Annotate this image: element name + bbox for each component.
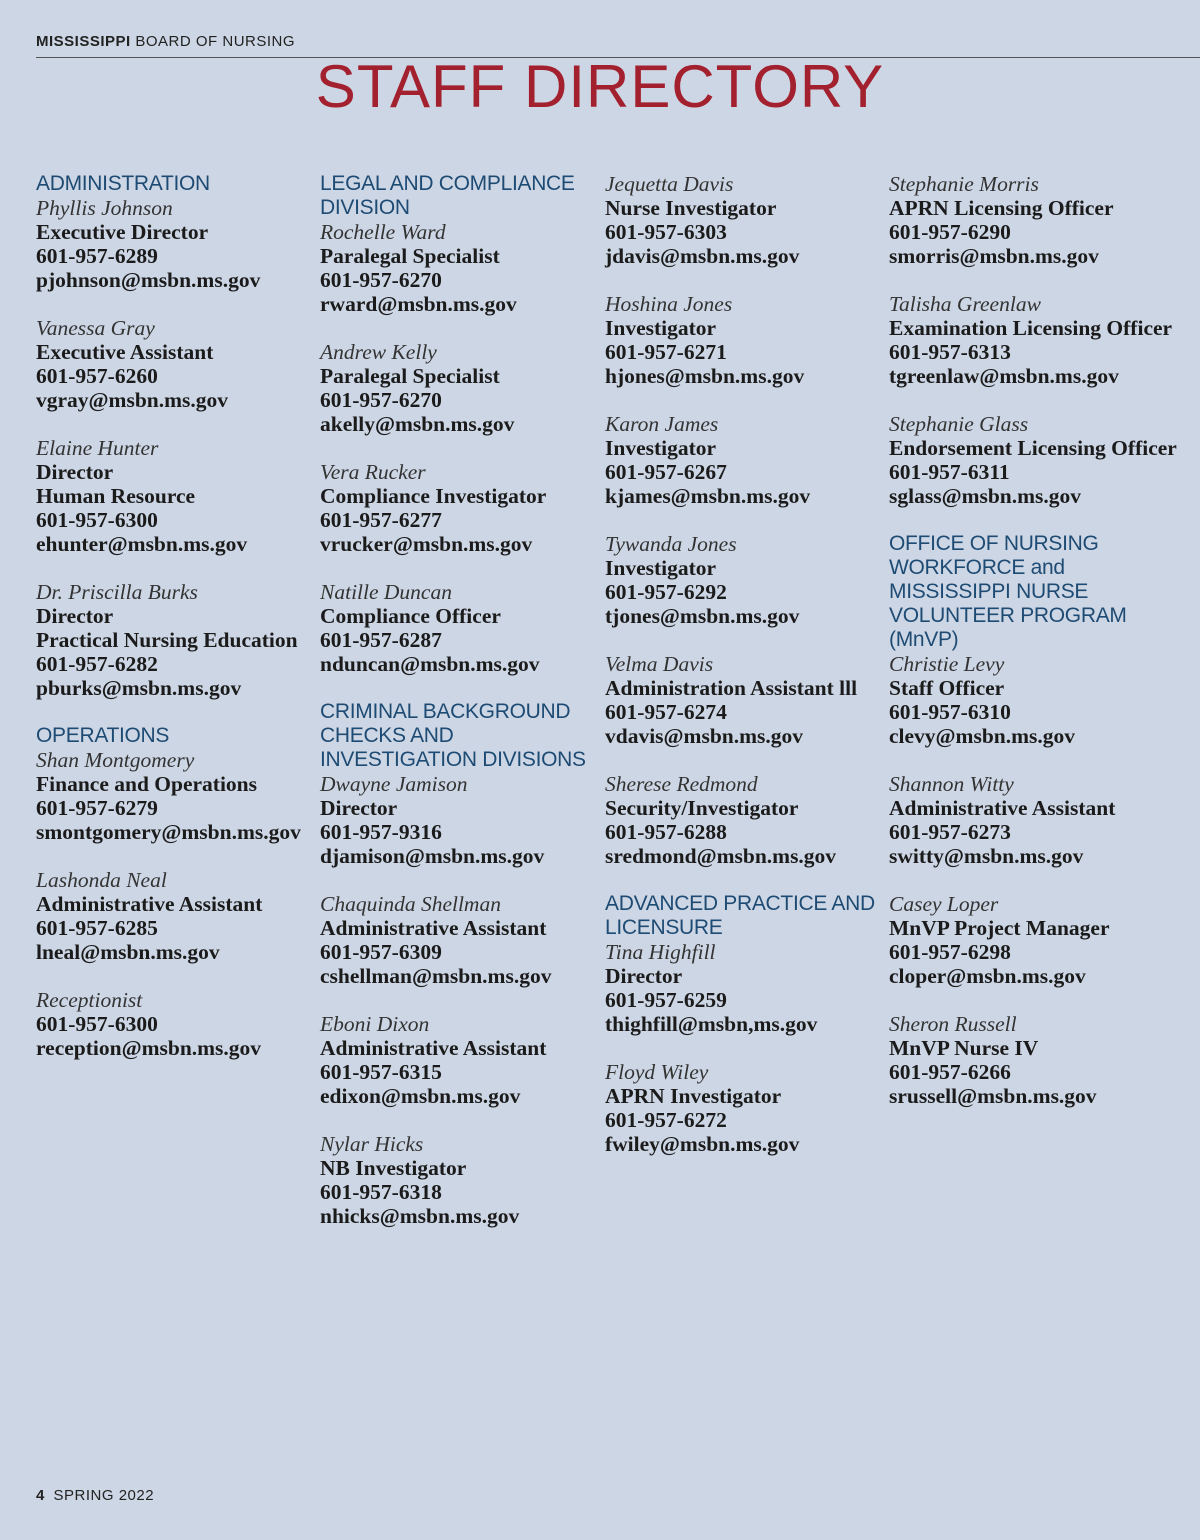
staff-title: Investigator bbox=[605, 436, 717, 460]
staff-entry bbox=[320, 220, 595, 316]
staff-title: Investigator bbox=[605, 556, 717, 580]
staff-entry bbox=[889, 412, 1189, 508]
staff-entry bbox=[605, 652, 880, 748]
staff-name: Talisha Greenlaw bbox=[889, 292, 1041, 316]
staff-email[interactable]: rward@msbn.ms.gov bbox=[320, 292, 517, 316]
staff-email[interactable]: nduncan@msbn.ms.gov bbox=[320, 652, 540, 676]
staff-name: Eboni Dixon bbox=[320, 1012, 430, 1036]
staff-entry bbox=[889, 892, 1189, 988]
staff-phone: 601-957-6300 bbox=[36, 508, 158, 532]
staff-phone: 601-957-6274 bbox=[605, 700, 727, 724]
staff-entry bbox=[320, 1132, 595, 1228]
staff-name: Sheron Russell bbox=[889, 1012, 1017, 1036]
staff-title: Director bbox=[36, 604, 114, 628]
staff-title: MnVP Nurse IV bbox=[889, 1036, 1039, 1060]
staff-title: Administration Assistant lll bbox=[605, 676, 858, 700]
staff-title: Administrative Assistant bbox=[889, 796, 1116, 820]
staff-title: Director bbox=[320, 796, 398, 820]
staff-entry bbox=[36, 988, 306, 1060]
staff-entry bbox=[320, 580, 595, 676]
publication-header bbox=[36, 33, 295, 50]
staff-email[interactable]: thighfill@msbn,ms.gov bbox=[605, 1012, 818, 1036]
staff-email[interactable]: smontgomery@msbn.ms.gov bbox=[36, 820, 301, 844]
staff-title: Executive Assistant bbox=[36, 340, 214, 364]
staff-phone: 601-957-6277 bbox=[320, 508, 442, 532]
staff-entry bbox=[36, 316, 306, 412]
staff-phone: 601-957-6285 bbox=[36, 916, 158, 940]
staff-name: Lashonda Neal bbox=[36, 868, 167, 892]
directory-column-2 bbox=[320, 172, 595, 1252]
staff-title: Nurse Investigator bbox=[605, 196, 777, 220]
staff-email[interactable]: sredmond@msbn.ms.gov bbox=[605, 844, 837, 868]
staff-entry bbox=[320, 460, 595, 556]
staff-entry bbox=[36, 436, 306, 556]
staff-title: Examination Licensing Officer bbox=[889, 316, 1173, 340]
staff-entry bbox=[605, 412, 880, 508]
staff-phone: 601-957-6318 bbox=[320, 1180, 442, 1204]
staff-phone: 601-957-6300 bbox=[36, 1012, 158, 1036]
staff-entry bbox=[36, 580, 306, 700]
staff-name: Tywanda Jones bbox=[605, 532, 737, 556]
header-org-bold: MISSISSIPPI bbox=[36, 33, 131, 50]
staff-name: Dr. Priscilla Burks bbox=[36, 580, 198, 604]
staff-email[interactable]: tjones@msbn.ms.gov bbox=[605, 604, 800, 628]
staff-title: Compliance Investigator bbox=[320, 484, 547, 508]
staff-entry bbox=[605, 1060, 880, 1156]
staff-phone: 601-957-6303 bbox=[605, 220, 727, 244]
staff-email[interactable]: pburks@msbn.ms.gov bbox=[36, 676, 242, 700]
staff-email[interactable]: tgreenlaw@msbn.ms.gov bbox=[889, 364, 1119, 388]
staff-name: Receptionist bbox=[36, 988, 143, 1012]
staff-entry bbox=[605, 940, 880, 1036]
staff-phone: 601-957-6271 bbox=[605, 340, 727, 364]
staff-name: Floyd Wiley bbox=[605, 1060, 709, 1084]
staff-email[interactable]: cloper@msbn.ms.gov bbox=[889, 964, 1086, 988]
header-org-rest: BOARD OF NURSING bbox=[135, 33, 296, 50]
issue-label: SPRING 2022 bbox=[53, 1487, 155, 1504]
staff-phone: 601-957-6270 bbox=[320, 268, 442, 292]
staff-phone: 601-957-6273 bbox=[889, 820, 1011, 844]
staff-entry bbox=[605, 292, 880, 388]
directory-column-3 bbox=[605, 172, 880, 1180]
staff-phone: 601-957-9316 bbox=[320, 820, 442, 844]
staff-phone: 601-957-6298 bbox=[889, 940, 1011, 964]
staff-title: NB Investigator bbox=[320, 1156, 467, 1180]
staff-name: Vanessa Gray bbox=[36, 316, 155, 340]
staff-entry bbox=[605, 172, 880, 268]
staff-name: Natille Duncan bbox=[320, 580, 452, 604]
staff-phone: 601-957-6260 bbox=[36, 364, 158, 388]
staff-name: Stephanie Glass bbox=[889, 412, 1029, 436]
staff-phone: 601-957-6287 bbox=[320, 628, 442, 652]
staff-name: Tina Highfill bbox=[605, 940, 716, 964]
directory-column-1 bbox=[36, 172, 306, 1084]
section-heading: CRIMINAL BACKGROUND CHECKS AND INVESTIGATION DIVISIONS bbox=[320, 700, 586, 771]
staff-phone: 601-957-6309 bbox=[320, 940, 442, 964]
staff-name: Rochelle Ward bbox=[320, 220, 446, 244]
staff-title: Finance and Operations bbox=[36, 772, 257, 796]
page-title: STAFF DIRECTORY bbox=[315, 53, 885, 120]
staff-title: Practical Nursing Education bbox=[36, 628, 298, 652]
staff-email[interactable]: smorris@msbn.ms.gov bbox=[889, 244, 1099, 268]
staff-entry bbox=[320, 340, 595, 436]
staff-email[interactable]: pjohnson@msbn.ms.gov bbox=[36, 268, 261, 292]
staff-email[interactable]: lneal@msbn.ms.gov bbox=[36, 940, 220, 964]
staff-title: APRN Investigator bbox=[605, 1084, 782, 1108]
staff-phone: 601-957-6313 bbox=[889, 340, 1011, 364]
staff-name: Phyllis Johnson bbox=[36, 196, 173, 220]
staff-name: Vera Rucker bbox=[320, 460, 426, 484]
directory-column-4 bbox=[889, 172, 1189, 1132]
section-heading: OPERATIONS bbox=[36, 724, 170, 747]
staff-name: Velma Davis bbox=[605, 652, 714, 676]
staff-name: Shan Montgomery bbox=[36, 748, 195, 772]
section-heading: OFFICE OF NURSING WORKFORCE and MISSISSIPPI NURSE VOLUNTEER PROGRAM (MnVP) bbox=[889, 532, 1127, 651]
staff-email[interactable]: vrucker@msbn.ms.gov bbox=[320, 532, 533, 556]
staff-email[interactable]: reception@msbn.ms.gov bbox=[36, 1036, 262, 1060]
staff-entry bbox=[605, 532, 880, 628]
staff-name: Dwayne Jamison bbox=[320, 772, 468, 796]
staff-name: Nylar Hicks bbox=[320, 1132, 424, 1156]
staff-entry bbox=[320, 772, 595, 868]
staff-title: Administrative Assistant bbox=[320, 1036, 547, 1060]
staff-title: APRN Licensing Officer bbox=[889, 196, 1114, 220]
staff-title: Administrative Assistant bbox=[36, 892, 263, 916]
staff-title: Paralegal Specialist bbox=[320, 244, 500, 268]
staff-phone: 601-957-6267 bbox=[605, 460, 727, 484]
staff-entry bbox=[889, 292, 1189, 388]
staff-phone: 601-957-6279 bbox=[36, 796, 158, 820]
staff-email[interactable]: vgray@msbn.ms.gov bbox=[36, 388, 229, 412]
staff-entry bbox=[889, 772, 1189, 868]
staff-phone: 601-957-6290 bbox=[889, 220, 1011, 244]
staff-email[interactable]: jdavis@msbn.ms.gov bbox=[605, 244, 800, 268]
staff-entry bbox=[320, 1012, 595, 1108]
staff-phone: 601-957-6311 bbox=[889, 460, 1010, 484]
staff-title: Investigator bbox=[605, 316, 717, 340]
page-footer bbox=[36, 1487, 154, 1504]
staff-name: Andrew Kelly bbox=[320, 340, 437, 364]
staff-email[interactable]: fwiley@msbn.ms.gov bbox=[605, 1132, 800, 1156]
staff-phone: 601-957-6259 bbox=[605, 988, 727, 1012]
staff-email[interactable]: ehunter@msbn.ms.gov bbox=[36, 532, 248, 556]
staff-title: Compliance Officer bbox=[320, 604, 501, 628]
staff-title: Administrative Assistant bbox=[320, 916, 547, 940]
staff-title: Human Resource bbox=[36, 484, 196, 508]
section-heading: ADMINISTRATION bbox=[36, 172, 210, 195]
staff-email[interactable]: hjones@msbn.ms.gov bbox=[605, 364, 805, 388]
staff-name: Stephanie Morris bbox=[889, 172, 1039, 196]
staff-entry bbox=[36, 868, 306, 964]
staff-name: Casey Loper bbox=[889, 892, 999, 916]
page-number: 4 bbox=[36, 1487, 45, 1504]
staff-entry bbox=[889, 1012, 1189, 1108]
staff-name: Christie Levy bbox=[889, 652, 1005, 676]
staff-entry bbox=[889, 172, 1189, 268]
staff-title: Executive Director bbox=[36, 220, 209, 244]
staff-name: Karon James bbox=[605, 412, 719, 436]
staff-phone: 601-957-6292 bbox=[605, 580, 727, 604]
section-heading: LEGAL AND COMPLIANCE DIVISION bbox=[320, 172, 575, 219]
staff-phone: 601-957-6270 bbox=[320, 388, 442, 412]
staff-email[interactable]: nhicks@msbn.ms.gov bbox=[320, 1204, 520, 1228]
staff-name: Elaine Hunter bbox=[36, 436, 159, 460]
staff-phone: 601-957-6282 bbox=[36, 652, 158, 676]
staff-phone: 601-957-6315 bbox=[320, 1060, 442, 1084]
staff-name: Jequetta Davis bbox=[605, 172, 734, 196]
staff-title: Staff Officer bbox=[889, 676, 1005, 700]
staff-name: Sherese Redmond bbox=[605, 772, 758, 796]
staff-email[interactable]: srussell@msbn.ms.gov bbox=[889, 1084, 1097, 1108]
staff-email[interactable]: akelly@msbn.ms.gov bbox=[320, 412, 515, 436]
staff-email[interactable]: sglass@msbn.ms.gov bbox=[889, 484, 1082, 508]
staff-title: Director bbox=[36, 460, 114, 484]
staff-name: Shannon Witty bbox=[889, 772, 1014, 796]
staff-phone: 601-957-6272 bbox=[605, 1108, 727, 1132]
staff-name: Hoshina Jones bbox=[605, 292, 733, 316]
staff-entry bbox=[320, 892, 595, 988]
staff-phone: 601-957-6288 bbox=[605, 820, 727, 844]
staff-email[interactable]: edixon@msbn.ms.gov bbox=[320, 1084, 521, 1108]
staff-title: Paralegal Specialist bbox=[320, 364, 500, 388]
staff-title: Director bbox=[605, 964, 683, 988]
staff-phone: 601-957-6266 bbox=[889, 1060, 1011, 1084]
staff-email[interactable]: djamison@msbn.ms.gov bbox=[320, 844, 545, 868]
staff-email[interactable]: clevy@msbn.ms.gov bbox=[889, 724, 1076, 748]
staff-email[interactable]: switty@msbn.ms.gov bbox=[889, 844, 1084, 868]
staff-name: Chaquinda Shellman bbox=[320, 892, 501, 916]
staff-entry bbox=[36, 748, 306, 844]
staff-phone: 601-957-6310 bbox=[889, 700, 1011, 724]
staff-title: Endorsement Licensing Officer bbox=[889, 436, 1177, 460]
staff-entry bbox=[889, 652, 1189, 748]
staff-phone: 601-957-6289 bbox=[36, 244, 158, 268]
staff-email[interactable]: kjames@msbn.ms.gov bbox=[605, 484, 811, 508]
staff-entry bbox=[605, 772, 880, 868]
staff-entry bbox=[36, 196, 306, 292]
section-heading: ADVANCED PRACTICE AND LICENSURE bbox=[605, 892, 875, 939]
staff-title: Security/Investigator bbox=[605, 796, 799, 820]
staff-title: MnVP Project Manager bbox=[889, 916, 1110, 940]
staff-email[interactable]: cshellman@msbn.ms.gov bbox=[320, 964, 552, 988]
staff-email[interactable]: vdavis@msbn.ms.gov bbox=[605, 724, 804, 748]
